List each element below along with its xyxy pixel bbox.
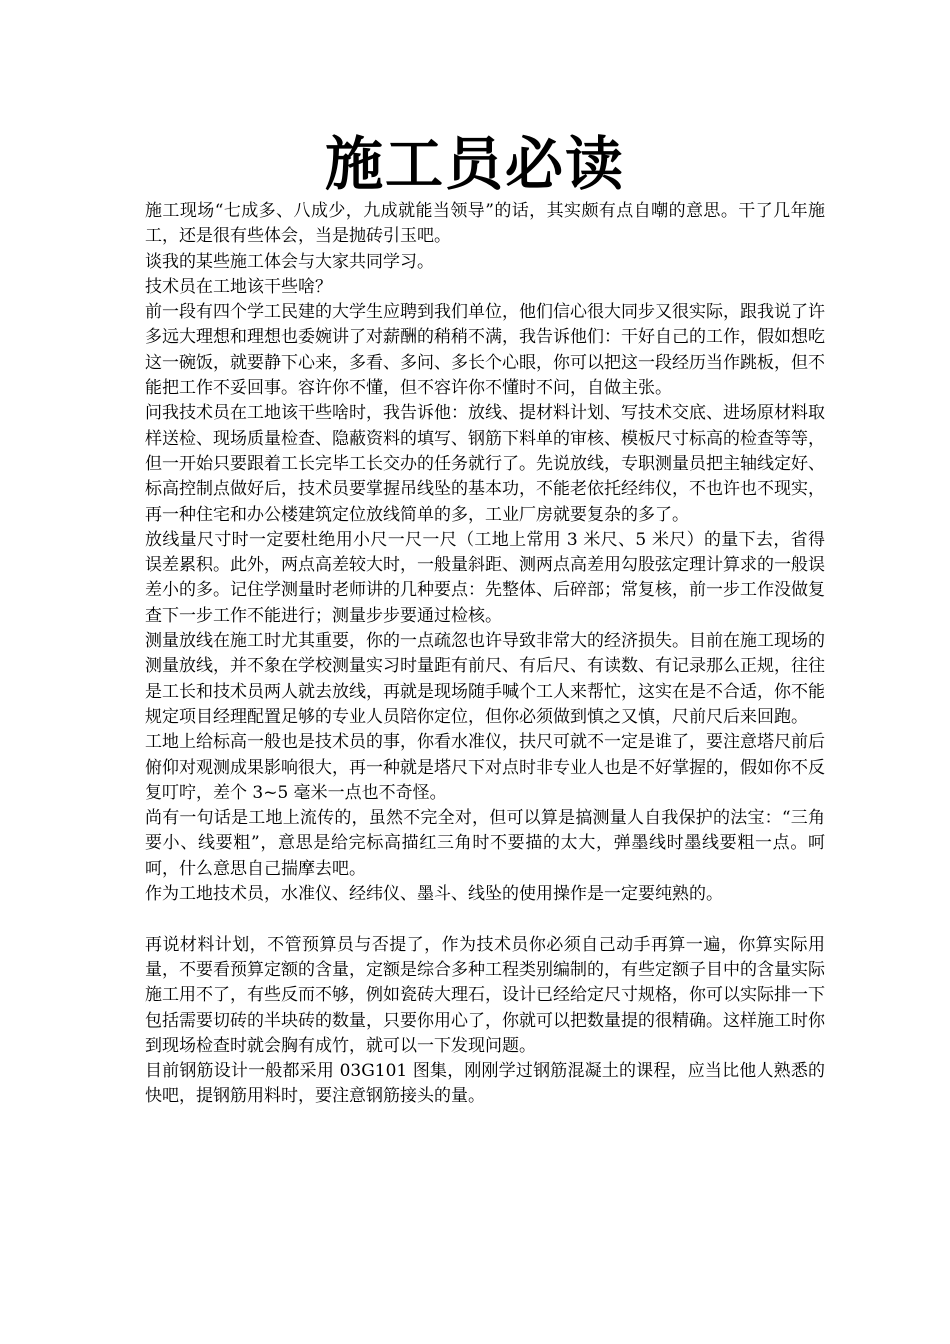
paragraph: 问我技术员在工地该干些啥时，我告诉他：放线、提材料计划、写技术交底、进场原材料取样送检、现场质量检查、隐蔽资料的填写、钢筋下料单的审核、模板尺寸标高的检查等等，但一开始只要跟着工长完毕工长交办的任务就行了。先说放线，专职测量员把主轴线定好、标高控制点做好后，技术员要掌握吊线坠的基本功，不能老依托经纬仪，不也许也不现实，再一种住宅和办公楼建筑定位放线简单的多，工业厂房就要复杂的多了。 xyxy=(145,403,825,525)
paragraph: 放线量尺寸时一定要杜绝用小尺一尺一尺（工地上常用 3 米尺、5 米尺）的量下去，省得误差累积。此外，两点高差较大时，一般量斜距、测两点高差用勾股弦定理计算求的一般误差小的多。记住学测量时老师讲的几种要点：先整体、后碎部；常复核，前一步工作没做复查下一步工作不能进行；测量步步要通过检核。 xyxy=(145,529,825,626)
blank-line xyxy=(145,907,825,932)
document-title: 施工员必读 xyxy=(324,130,625,198)
paragraph: 目前钢筋设计一般都采用 03G101 图集，刚刚学过钢筋混凝土的课程，应当比他人熟悉的快吧，提钢筋用料时，要注意钢筋接头的量。 xyxy=(145,1061,825,1107)
paragraph: 技术员在工地该干些啥？ xyxy=(145,276,332,297)
paragraph: 工地上给标高一般也是技术员的事，你看水准仪，扶尺可就不一定是谁了，要注意塔尺前后俯仰对观测成果影响很大，再一种就是塔尺下对点时非专业人也是不好掌握的，假如你不反复叮咛，差个 3~5 毫米一点也不奇怪。 xyxy=(145,732,825,803)
paragraph: 谈我的某些施工体会与大家共同学习。 xyxy=(145,251,434,272)
paragraph: 尚有一句话是工地上流传的，虽然不完全对，但可以算是搞测量人自我保护的法宝：“三角要小、线要粗”，意思是给完标高描红三角时不要描的太大，弹墨线时墨线要粗一点。呵呵，什么意思自己揣摩去吧。 xyxy=(145,808,825,879)
paragraph: 测量放线在施工时尤其重要，你的一点疏忽也许导致非常大的经济损失。目前在施工现场的测量放线，并不象在学校测量实习时量距有前尺、有后尺、有读数、有记录那么正规，往往是工长和技术员两人就去放线，再就是现场随手喊个工人来帮忙，这实在是不合适，你不能规定项目经理配置足够的专业人员陪你定位，但你必须做到慎之又慎，尺前尺后来回跑。 xyxy=(145,631,825,727)
paragraph: 作为工地技术员，水准仪、经纬仪、墨斗、线坠的使用操作是一定要纯熟的。 xyxy=(145,884,723,905)
document-body xyxy=(145,199,825,1110)
paragraph: 施工现场“七成多、八成少，九成就能当领导”的话，其实颇有点自嘲的意思。干了几年施工，还是很有些体会，当是抛砖引玉吧。 xyxy=(145,201,825,247)
paragraph: 再说材料计划，不管预算员与否提了，作为技术员你必须自己动手再算一遍，你算实际用量，不要看预算定额的含量，定额是综合多种工程类别编制的，有些定额子目中的含量实际施工用不了，有些反而不够，例如瓷砖大理石，设计已经给定尺寸规格，你可以实际排一下包括需要切砖的半块砖的数量，只要你用心了，你就可以把数量提的很精确。这样施工时你到现场检查时就会胸有成竹，就可以一下发现问题。 xyxy=(145,934,825,1056)
paragraph: 前一段有四个学工民建的大学生应聘到我们单位，他们信心很大同步又很实际，跟我说了许多远大理想和理想也委婉讲了对薪酬的稍稍不满，我告诉他们：干好自己的工作，假如想吃这一碗饭，就要静下心来，多看、多问、多长个心眼，你可以把这一段经历当作跳板，但不能把工作不妥回事。容许你不懂，但不容许你不懂时不问，自做主张。 xyxy=(145,302,825,399)
